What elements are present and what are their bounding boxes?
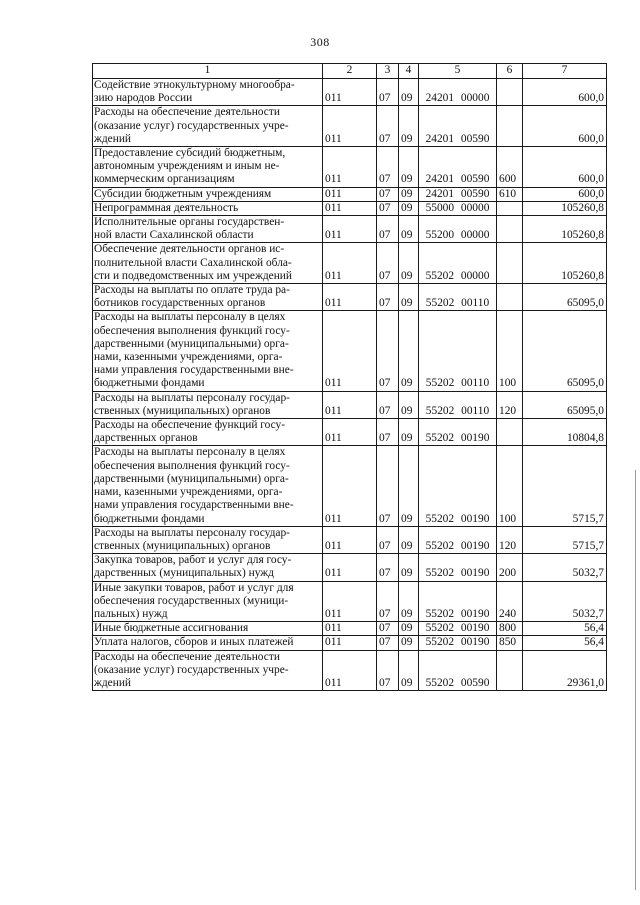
row-name-line: коммерческим организациям	[94, 173, 235, 186]
row-section-code: 07	[377, 284, 399, 311]
row-name-line: бюджетными фондами	[94, 512, 205, 525]
table-row	[93, 446, 607, 526]
row-subsection-code: 09	[399, 79, 419, 106]
table-row	[93, 284, 607, 311]
budget-table	[92, 63, 607, 691]
table-row	[93, 526, 607, 553]
row-name	[93, 243, 323, 284]
row-name-line: обеспечения государственных (муници-	[94, 594, 289, 607]
row-name-line: дарственными (муниципальными) орга-	[94, 472, 289, 485]
row-name-line: Расходы на выплаты персоналу в целях	[94, 446, 286, 459]
row-name-line: Иные закупки товаров, работ и услуг для	[94, 581, 294, 594]
row-name-line: Расходы на обеспечение функций госу-	[94, 419, 286, 432]
row-amount: 5715,7	[523, 526, 607, 553]
row-name-line: Закупка товаров, работ и услуг для госу-	[94, 554, 292, 567]
row-name-line: (оказание услуг) государственных учре-	[94, 663, 289, 676]
table-row	[93, 106, 607, 147]
row-name-line: ботников государственных органов	[94, 297, 266, 310]
row-section-code: 07	[377, 526, 399, 553]
row-expense-type	[497, 419, 523, 446]
row-ministry-code: 011	[323, 187, 377, 201]
row-section-code: 07	[377, 636, 399, 650]
row-name-line: Содействие этнокультурному многообра-	[94, 79, 295, 91]
row-name-line: ждений	[94, 132, 132, 145]
row-name	[93, 201, 323, 215]
table-row	[93, 622, 607, 636]
row-ministry-code: 011	[323, 106, 377, 147]
row-section-code: 07	[377, 446, 399, 526]
row-name	[93, 391, 323, 418]
row-name-line: дарственных органов	[94, 432, 198, 445]
row-name	[93, 311, 323, 391]
row-target-article: 55202 00190	[419, 526, 497, 553]
row-name-line: Предоставление субсидий бюджетным,	[94, 147, 286, 160]
row-target-article: 55202 00590	[419, 650, 497, 691]
header-col-5: 5	[419, 64, 497, 79]
row-expense-type	[497, 243, 523, 284]
row-expense-type	[497, 650, 523, 691]
row-subsection-code: 09	[399, 581, 419, 622]
row-section-code: 07	[377, 201, 399, 215]
row-amount: 5032,7	[523, 581, 607, 622]
header-col-7: 7	[523, 64, 607, 79]
row-expense-type: 240	[497, 581, 523, 622]
row-ministry-code: 011	[323, 446, 377, 526]
header-col-4: 4	[399, 64, 419, 79]
table-row	[93, 391, 607, 418]
row-ministry-code: 011	[323, 284, 377, 311]
row-subsection-code: 09	[399, 650, 419, 691]
row-subsection-code: 09	[399, 526, 419, 553]
row-ministry-code: 011	[323, 311, 377, 391]
row-ministry-code: 011	[323, 419, 377, 446]
table-row	[93, 201, 607, 215]
row-section-code: 07	[377, 650, 399, 691]
table-row	[93, 79, 607, 106]
row-expense-type: 610	[497, 187, 523, 201]
row-name-line: Субсидии бюджетным учреждениям	[94, 187, 272, 200]
row-name-line: зию народов России	[94, 92, 193, 105]
row-name-line: пальных) нужд	[94, 607, 168, 620]
row-name-line: (оказание услуг) государственных учре-	[94, 119, 289, 132]
row-expense-type	[497, 201, 523, 215]
row-amount: 65095,0	[523, 391, 607, 418]
row-amount: 600,0	[523, 79, 607, 106]
row-section-code: 07	[377, 419, 399, 446]
row-amount: 600,0	[523, 187, 607, 201]
row-name-line: ственных (муниципальных) органов	[94, 404, 271, 417]
header-row	[93, 64, 607, 79]
header-col-1: 1	[93, 64, 323, 79]
row-name	[93, 216, 323, 243]
row-ministry-code: 011	[323, 554, 377, 581]
row-ministry-code: 011	[323, 636, 377, 650]
row-amount: 56,4	[523, 636, 607, 650]
row-name-line: Непрограммная деятельность	[94, 201, 239, 214]
row-target-article: 55202 00190	[419, 419, 497, 446]
row-name-line: Расходы на обеспечение деятельности	[94, 106, 280, 119]
row-section-code: 07	[377, 622, 399, 636]
table-row	[93, 554, 607, 581]
row-expense-type	[497, 284, 523, 311]
table-row	[93, 581, 607, 622]
row-subsection-code: 09	[399, 187, 419, 201]
row-target-article: 55202 00190	[419, 622, 497, 636]
row-section-code: 07	[377, 391, 399, 418]
row-subsection-code: 09	[399, 419, 419, 446]
row-ministry-code: 011	[323, 526, 377, 553]
table-row	[93, 147, 607, 188]
row-target-article: 24201 00000	[419, 79, 497, 106]
row-subsection-code: 09	[399, 636, 419, 650]
row-name	[93, 187, 323, 201]
row-name-line: нами управления государственными вне-	[94, 499, 294, 512]
table-row	[93, 187, 607, 201]
row-name-line: обеспечения выполнения функций госу-	[94, 324, 290, 337]
row-target-article: 55202 00190	[419, 554, 497, 581]
row-target-article: 24201 00590	[419, 147, 497, 188]
row-ministry-code: 011	[323, 201, 377, 215]
table-row	[93, 243, 607, 284]
row-subsection-code: 09	[399, 216, 419, 243]
row-subsection-code: 09	[399, 106, 419, 147]
row-expense-type: 200	[497, 554, 523, 581]
row-name-line: дарственными (муниципальными) орга-	[94, 337, 289, 350]
row-amount: 29361,0	[523, 650, 607, 691]
row-subsection-code: 09	[399, 446, 419, 526]
row-section-code: 07	[377, 106, 399, 147]
row-name-line: Исполнительные органы государствен-	[94, 216, 285, 229]
row-target-article: 55200 00000	[419, 216, 497, 243]
row-subsection-code: 09	[399, 622, 419, 636]
row-name	[93, 284, 323, 311]
row-name	[93, 419, 323, 446]
row-amount: 56,4	[523, 622, 607, 636]
row-name-line: Расходы на выплаты персоналу в целях	[94, 311, 286, 324]
table-row	[93, 419, 607, 446]
table-row	[93, 216, 607, 243]
row-name	[93, 554, 323, 581]
row-expense-type: 800	[497, 622, 523, 636]
row-name-line: ной власти Сахалинской области	[94, 229, 254, 242]
row-name-line: Расходы на обеспечение деятельности	[94, 650, 280, 663]
row-name-line: Обеспечение деятельности органов ис-	[94, 243, 285, 256]
row-expense-type: 600	[497, 147, 523, 188]
row-name-line: Расходы на выплаты по оплате труда ра-	[94, 284, 290, 297]
row-name	[93, 650, 323, 691]
row-target-article: 55202 00110	[419, 391, 497, 418]
row-amount: 5715,7	[523, 446, 607, 526]
header-col-6: 6	[497, 64, 523, 79]
row-name	[93, 636, 323, 650]
row-section-code: 07	[377, 243, 399, 284]
row-name	[93, 581, 323, 622]
table-row	[93, 636, 607, 650]
row-amount: 600,0	[523, 147, 607, 188]
row-target-article: 55202 00190	[419, 446, 497, 526]
row-name-line: Уплата налогов, сборов и иных платежей	[94, 636, 294, 649]
row-ministry-code: 011	[323, 581, 377, 622]
row-target-article: 55202 00190	[419, 636, 497, 650]
row-target-article: 24201 00590	[419, 187, 497, 201]
row-name	[93, 147, 323, 188]
row-amount: 65095,0	[523, 311, 607, 391]
row-expense-type	[497, 216, 523, 243]
row-name-line: сти и подведомственных им учреждений	[94, 269, 293, 282]
row-amount: 105260,8	[523, 216, 607, 243]
row-expense-type: 100	[497, 446, 523, 526]
row-section-code: 07	[377, 311, 399, 391]
row-name	[93, 526, 323, 553]
row-amount: 105260,8	[523, 243, 607, 284]
row-expense-type	[497, 106, 523, 147]
row-name-line: ственных (муниципальных) органов	[94, 539, 271, 552]
row-target-article: 55000 00000	[419, 201, 497, 215]
row-expense-type: 100	[497, 311, 523, 391]
row-target-article: 24201 00590	[419, 106, 497, 147]
row-ministry-code: 011	[323, 79, 377, 106]
row-amount: 600,0	[523, 106, 607, 147]
row-name-line: нами управления государственными вне-	[94, 364, 294, 377]
row-section-code: 07	[377, 554, 399, 581]
row-name	[93, 622, 323, 636]
row-ministry-code: 011	[323, 622, 377, 636]
row-subsection-code: 09	[399, 201, 419, 215]
row-amount: 105260,8	[523, 201, 607, 215]
row-name-line: Расходы на выплаты персоналу государ-	[94, 526, 290, 539]
row-section-code: 07	[377, 216, 399, 243]
table-row	[93, 311, 607, 391]
header-col-3: 3	[377, 64, 399, 79]
row-name-line: Расходы на выплаты персоналу государ-	[94, 391, 290, 404]
row-subsection-code: 09	[399, 284, 419, 311]
row-name	[93, 106, 323, 147]
row-name-line: дарственных (муниципальных) нужд	[94, 567, 274, 580]
row-name	[93, 446, 323, 526]
row-subsection-code: 09	[399, 243, 419, 284]
row-name-line: Иные бюджетные ассигнования	[94, 622, 249, 635]
row-name-line: нами, казенными учреждениями, орга-	[94, 486, 283, 499]
row-ministry-code: 011	[323, 216, 377, 243]
row-name-line: бюджетными фондами	[94, 377, 205, 390]
scan-edge-line	[635, 470, 636, 890]
row-expense-type: 120	[497, 391, 523, 418]
row-section-code: 07	[377, 187, 399, 201]
row-subsection-code: 09	[399, 554, 419, 581]
row-expense-type: 120	[497, 526, 523, 553]
row-section-code: 07	[377, 79, 399, 106]
row-name-line: обеспечения выполнения функций госу-	[94, 459, 290, 472]
row-name-line: автономным учреждениям и иным не-	[94, 160, 280, 173]
header-col-2: 2	[323, 64, 377, 79]
table-body	[93, 64, 607, 691]
row-ministry-code: 011	[323, 243, 377, 284]
row-expense-type: 850	[497, 636, 523, 650]
table-row	[93, 650, 607, 691]
row-expense-type	[497, 79, 523, 106]
row-ministry-code: 011	[323, 147, 377, 188]
row-target-article: 55202 00190	[419, 581, 497, 622]
row-ministry-code: 011	[323, 650, 377, 691]
row-section-code: 07	[377, 581, 399, 622]
row-section-code: 07	[377, 147, 399, 188]
row-amount: 5032,7	[523, 554, 607, 581]
row-amount: 10804,8	[523, 419, 607, 446]
row-target-article: 55202 00000	[419, 243, 497, 284]
row-name	[93, 79, 323, 106]
row-subsection-code: 09	[399, 147, 419, 188]
page-number: 308	[310, 35, 330, 49]
row-amount: 65095,0	[523, 284, 607, 311]
row-ministry-code: 011	[323, 391, 377, 418]
row-name-line: нами, казенными учреждениями, орга-	[94, 351, 283, 364]
row-target-article: 55202 00110	[419, 284, 497, 311]
row-subsection-code: 09	[399, 311, 419, 391]
row-target-article: 55202 00110	[419, 311, 497, 391]
row-name-line: полнительной власти Сахалинской обла-	[94, 256, 292, 269]
row-name-line: ждений	[94, 676, 132, 689]
row-subsection-code: 09	[399, 391, 419, 418]
